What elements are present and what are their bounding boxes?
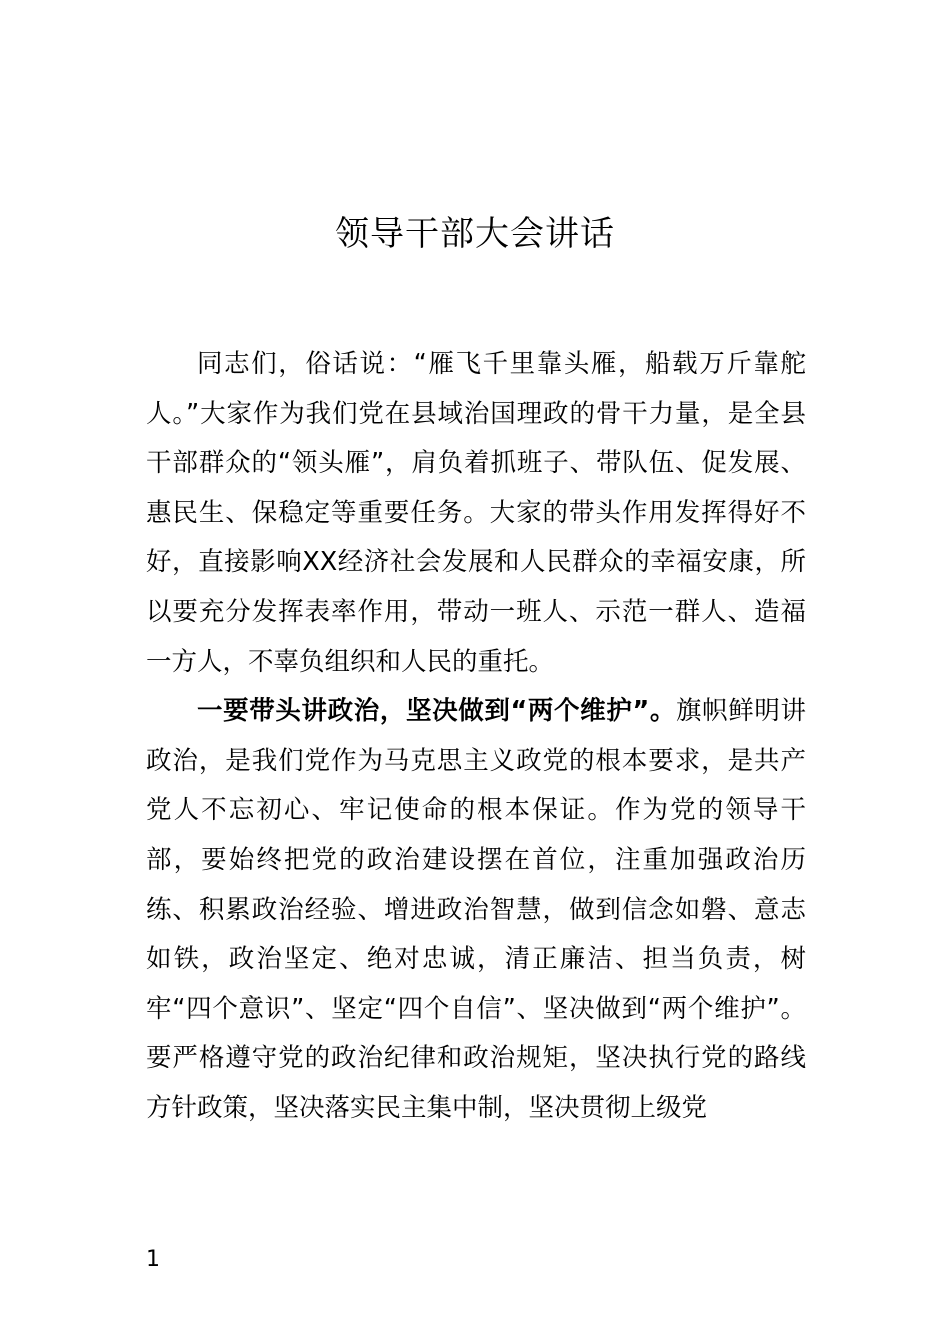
page-number: 1 <box>146 1247 160 1272</box>
document-body <box>146 340 806 1134</box>
paragraph-point-one <box>146 687 806 1133</box>
paragraph-opening <box>146 340 806 687</box>
paragraph-text: 同志们，俗话说：“雁飞千里靠头雁，船载万斤靠舵人。”大家作为我们党在县域治国理政的骨干力量，是全县干部群众的“领头雁”，肩负着抓班子、带队伍、促发展、惠民生、保稳定等重要任务。大家的带头作用发挥得好不好，直接影响XX经济社会发展和人民群众的幸福安康，所以要充分发挥表率作用，带动一班人、示范一群人、造福一方人，不辜负组织和人民的重托。 <box>146 349 806 677</box>
paragraph-text: 旗帜鲜明讲政治，是我们党作为马克思主义政党的根本要求，是共产党人不忘初心、牢记使命的根本保证。作为党的领导干部，要始终把党的政治建设摆在首位，注重加强政治历练、积累政治经验、增进政治智慧，做到信念如磐、意志如铁，政治坚定、绝对忠诚，清正廉洁、担当负责，树牢“四个意识”、坚定“四个自信”、坚决做到“两个维护”。要严格遵守党的政治纪律和政治规矩，坚决执行党的路线方针政策，坚决落实民主集中制，坚决贯彻上级党 <box>146 696 806 1123</box>
paragraph-lead: 一要带头讲政治，坚决做到“两个维护”。 <box>197 696 676 727</box>
document-title: 领导干部大会讲话 <box>335 214 615 254</box>
